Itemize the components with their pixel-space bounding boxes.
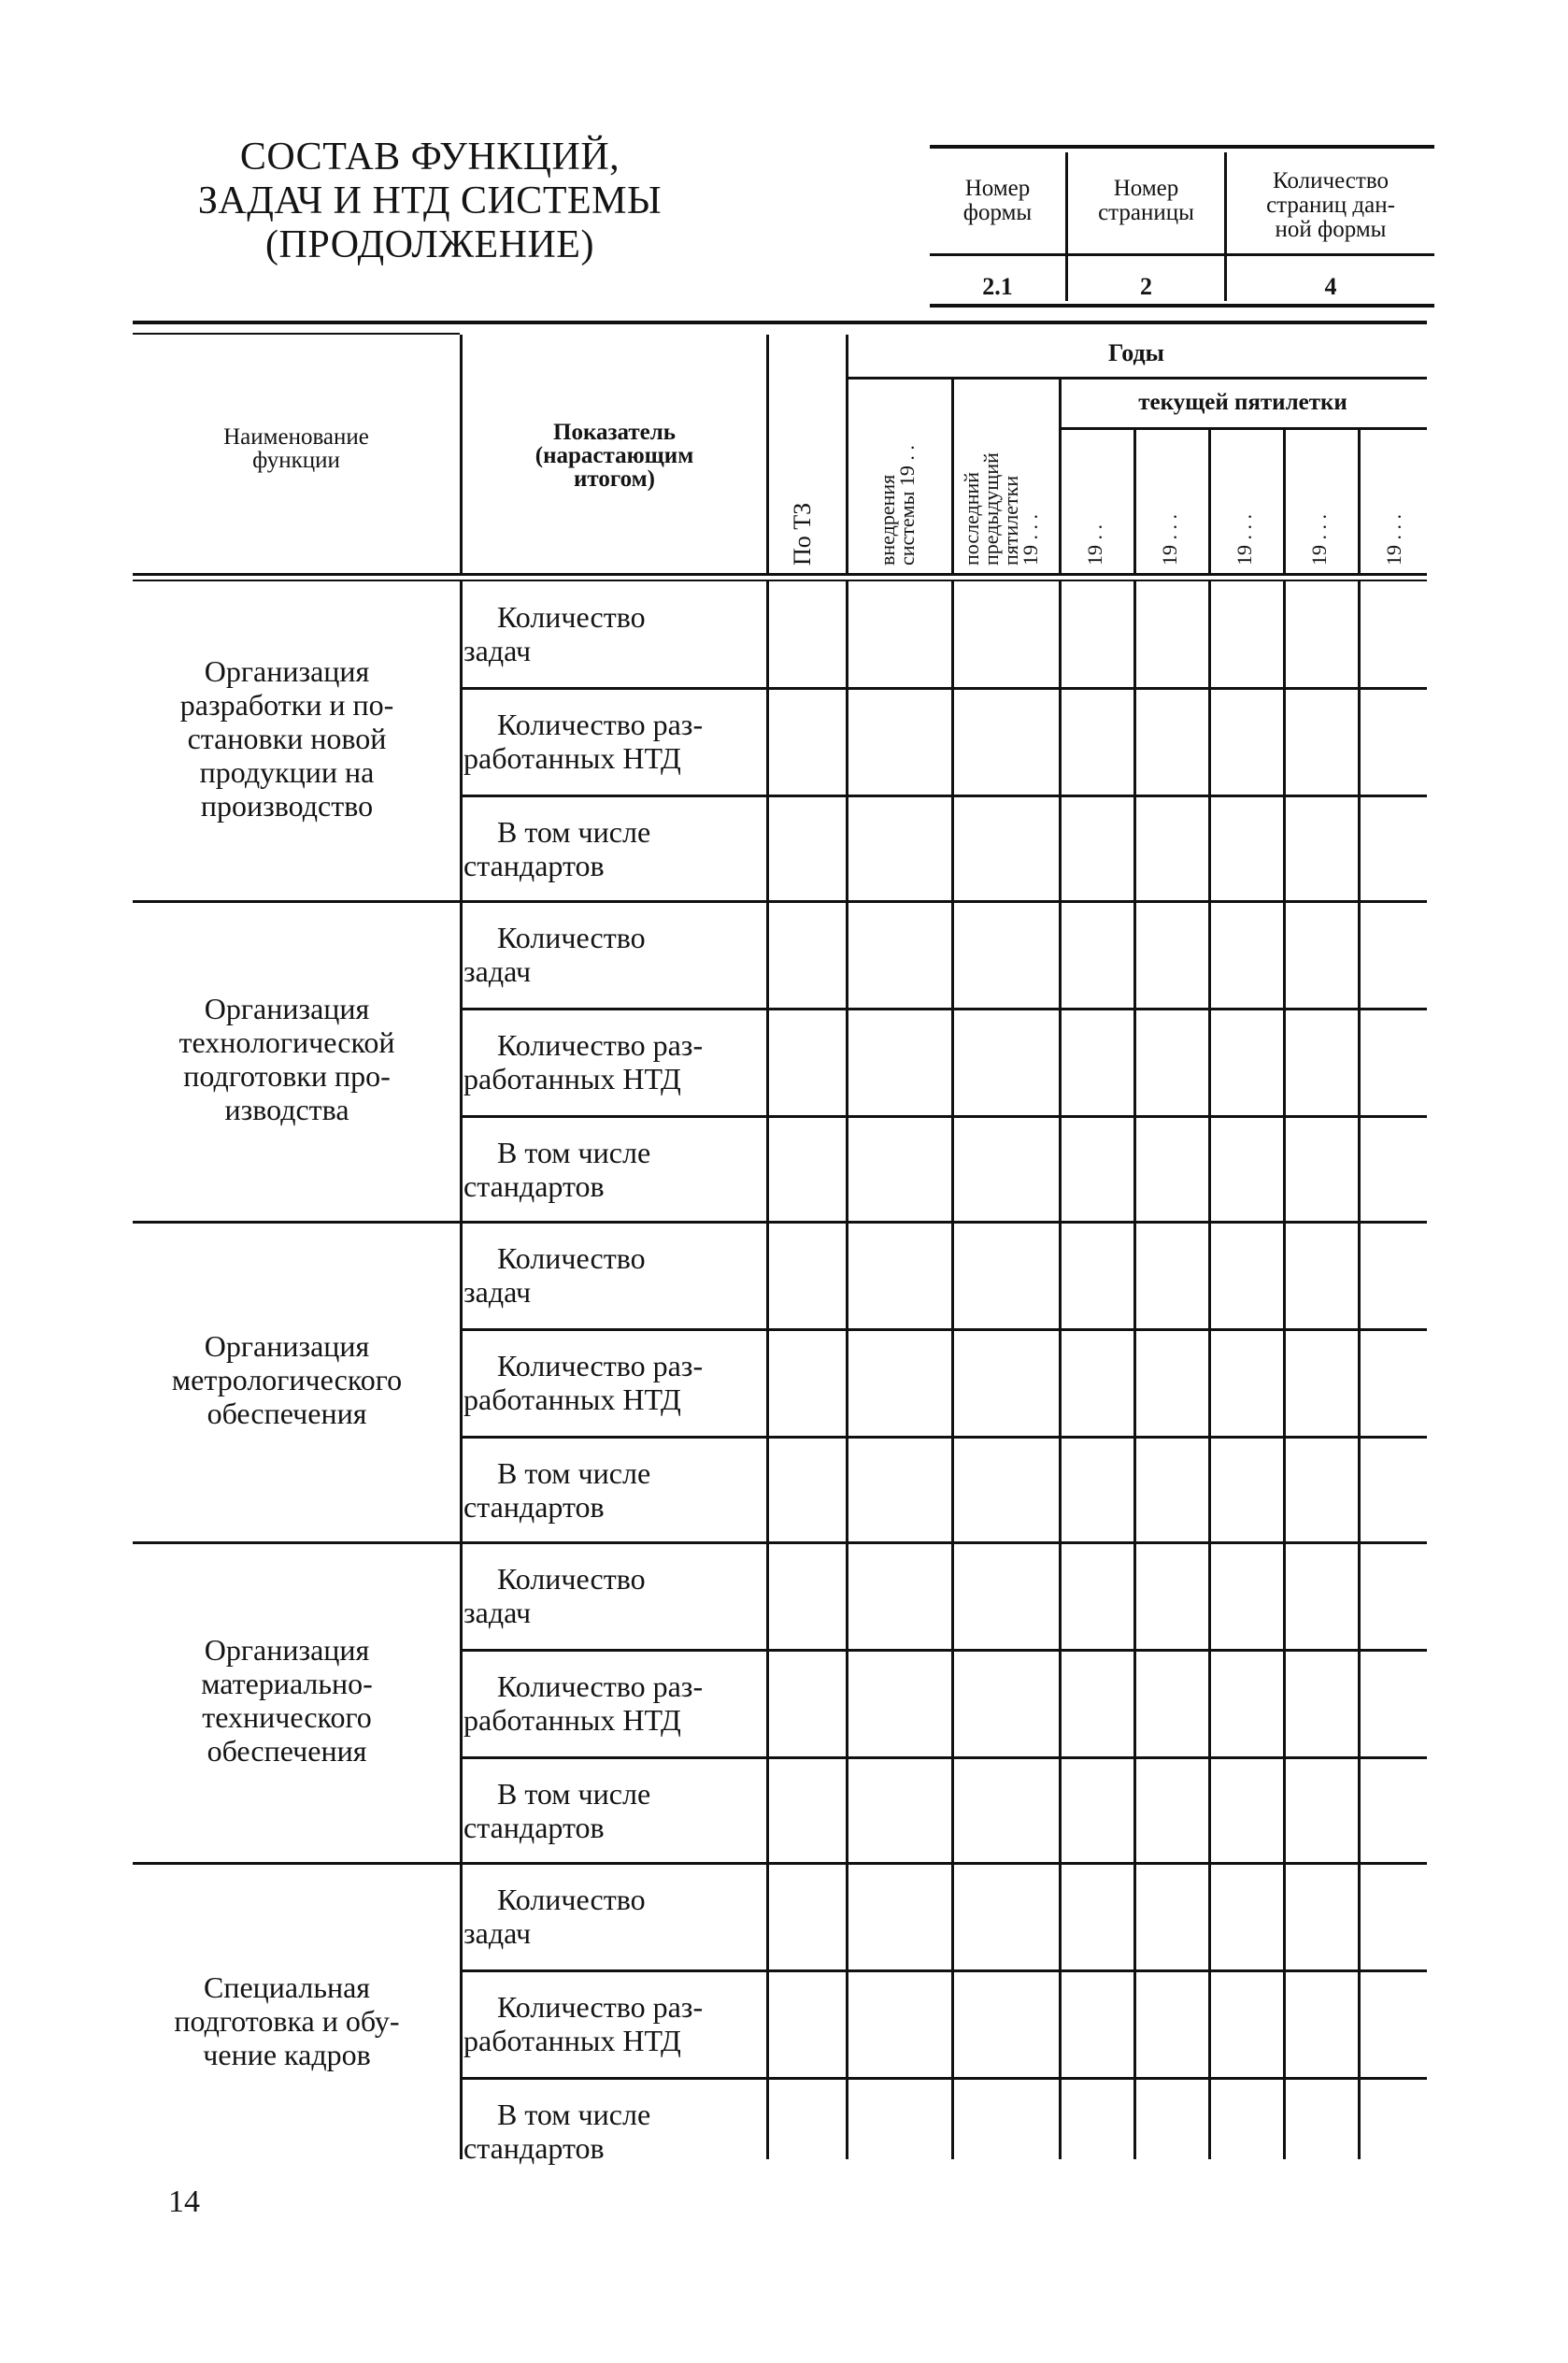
body-col-divider bbox=[1133, 581, 1136, 2159]
header-col-divider bbox=[951, 380, 954, 573]
header-col-divider bbox=[1283, 430, 1286, 573]
title-line: СОСТАВ ФУНКЦИЙ, bbox=[239, 136, 620, 179]
form-info-box bbox=[930, 145, 1434, 308]
table-top-rule bbox=[133, 321, 1427, 324]
group-rule bbox=[133, 1862, 1427, 1865]
indicator-cell: В том числе стандартов bbox=[463, 1136, 651, 1203]
function-name-cell: Специальная подготовка и обу- чение кадров bbox=[174, 1970, 400, 2071]
function-name-cell: Организация разработки и по- становки новой продукции на производство bbox=[179, 654, 394, 823]
indicator-cell: Количество раз- работанных НТД bbox=[463, 1349, 704, 1416]
by-tz-header: По ТЗ bbox=[789, 502, 816, 566]
indicator-cell: В том числе стандартов bbox=[463, 815, 651, 882]
page-number-header: Номер страницы bbox=[1098, 176, 1194, 225]
page-count-value: 4 bbox=[1324, 273, 1337, 300]
row-rule bbox=[460, 687, 1427, 690]
body-col-divider bbox=[1283, 581, 1286, 2159]
indicator-cell: В том числе стандартов bbox=[463, 2098, 651, 2165]
row-rule bbox=[460, 1328, 1427, 1331]
form-box-mid-rule bbox=[930, 253, 1434, 256]
form-number-header: Номер формы bbox=[962, 176, 1033, 225]
indicator-cell: Количество раз- работанных НТД bbox=[463, 708, 704, 775]
row-rule bbox=[460, 1969, 1427, 1972]
group-rule bbox=[133, 1541, 1427, 1544]
years-header-rule bbox=[846, 377, 1427, 380]
body-col-divider bbox=[951, 581, 954, 2159]
year-col-header: 19 . . . bbox=[1233, 514, 1256, 566]
years-header: Годы bbox=[1108, 339, 1164, 366]
header-col-divider bbox=[1358, 430, 1361, 573]
current-five-year-rule bbox=[1059, 427, 1427, 430]
year-col-header: 19 . . . bbox=[1307, 514, 1331, 566]
year-col-header: 19 . . . bbox=[1382, 514, 1405, 566]
body-col-divider bbox=[1059, 581, 1062, 2159]
function-name-cell: Организация технологической подготовки про- изводства bbox=[178, 992, 395, 1126]
row-rule bbox=[460, 1649, 1427, 1652]
header-col-divider bbox=[1208, 430, 1211, 573]
function-name-header: Наименование функции bbox=[223, 424, 369, 473]
indicator-cell: Количество задач bbox=[463, 1241, 646, 1309]
header-bottom-rule bbox=[133, 573, 1427, 576]
current-five-year-header: текущей пятилетки bbox=[1138, 390, 1347, 415]
indicator-cell: В том числе стандартов bbox=[463, 1777, 651, 1844]
indicator-cell: Количество задач bbox=[463, 1562, 646, 1629]
form-box-bottom-rule bbox=[930, 304, 1434, 308]
row-rule bbox=[460, 1008, 1427, 1010]
year-col-header: 19 . . bbox=[1083, 524, 1106, 566]
page-number: 14 bbox=[168, 2184, 200, 2219]
table-top-rule-thin bbox=[133, 333, 460, 335]
page-number-value: 2 bbox=[1140, 273, 1152, 300]
header-col-divider bbox=[1133, 430, 1136, 573]
form-number-value: 2.1 bbox=[982, 273, 1013, 300]
header-bottom-rule-thin bbox=[133, 580, 1427, 581]
implementation-header: внедрения системы 19 . . bbox=[876, 445, 919, 566]
page-count-header: Количество страниц дан- ной формы bbox=[1266, 168, 1395, 242]
indicator-cell: Количество раз- работанных НТД bbox=[463, 1669, 704, 1737]
indicator-cell: Количество раз- работанных НТД bbox=[463, 1028, 704, 1096]
group-rule bbox=[133, 900, 1427, 903]
indicator-header: Показатель (нарастающим итогом) bbox=[535, 420, 694, 492]
function-name-cell: Организация метрологического обеспечения bbox=[171, 1329, 403, 1430]
body-col-divider bbox=[1208, 581, 1211, 2159]
form-box-top-rule bbox=[930, 145, 1434, 149]
body-col-divider bbox=[846, 581, 848, 2159]
row-rule bbox=[460, 795, 1427, 797]
row-rule bbox=[460, 1436, 1427, 1439]
row-rule bbox=[460, 1115, 1427, 1118]
year-col-header: 19 . . . bbox=[1158, 514, 1181, 566]
indicator-cell: Количество задач bbox=[463, 600, 646, 667]
row-rule bbox=[460, 2077, 1427, 2080]
title-line: ЗАДАЧ И НТД СИСТЕМЫ bbox=[197, 179, 663, 222]
indicator-cell: Количество задач bbox=[463, 1883, 646, 1950]
header-col-divider bbox=[766, 335, 769, 573]
row-rule bbox=[460, 1756, 1427, 1759]
indicator-cell: В том числе стандартов bbox=[463, 1456, 651, 1524]
title-line: (ПРОДОЛЖЕНИЕ) bbox=[265, 223, 594, 266]
indicator-cell: Количество задач bbox=[463, 921, 646, 988]
function-name-cell: Организация материально- технического обеспечения bbox=[201, 1633, 373, 1768]
group-rule bbox=[133, 1221, 1427, 1224]
last-previous-header: последний предыдущий пятилетки 19 . . . bbox=[960, 452, 1042, 566]
page-title bbox=[192, 136, 668, 267]
header-col-divider bbox=[846, 335, 848, 573]
body-col-divider bbox=[1358, 581, 1361, 2159]
indicator-cell: Количество раз- работанных НТД bbox=[463, 1990, 704, 2057]
body-col-divider bbox=[460, 581, 463, 2159]
